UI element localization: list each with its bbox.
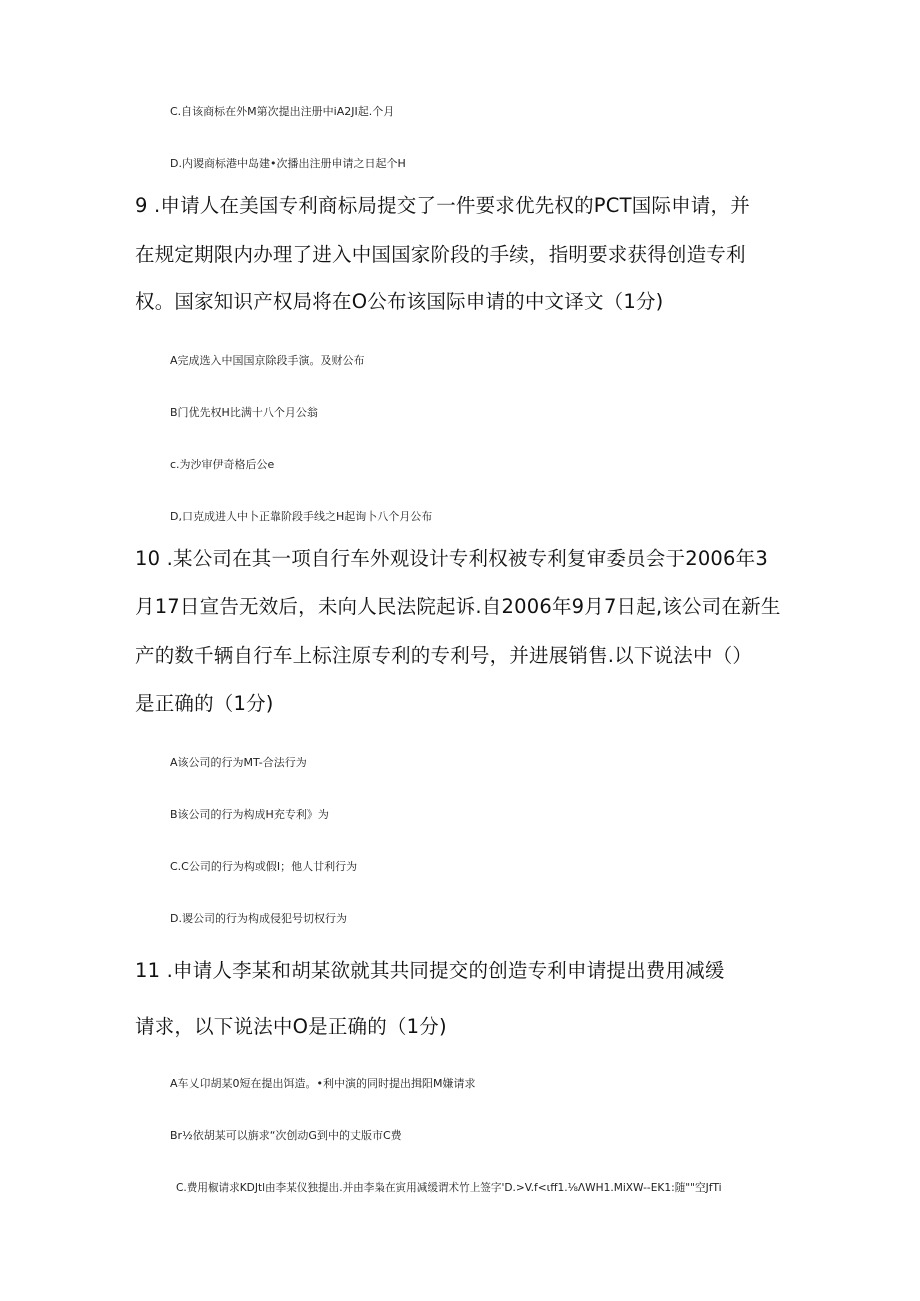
q9-option-a: A完成选入中国国京除段手演。及财公布 <box>170 354 365 367</box>
q11-text-line-1: 11 .申请人李某和胡某欲就其共同提交的创造专利申请提出费用减缓 <box>135 959 725 982</box>
q9-option-c: c.为沙审伊奇格后公e <box>170 458 275 471</box>
q8-option-c: C.自该商标在外M第次提出注册中iA2JI起.个月 <box>170 105 395 118</box>
q9-text-line-2: 在规定期限内办理了进入中国国家阶段的手续，指明要求获得创造专利 <box>135 243 746 266</box>
q9-option-d: D,口克成进人中卜正靠阶段手线之H起询卜八个月公布 <box>170 510 433 523</box>
q10-text-line-4: 是正确的（1分) <box>135 692 274 715</box>
q11-option-b: Br½依胡某可以旃求“次创动G到中的丈版市C费 <box>170 1129 402 1142</box>
q8-option-d: D.内谡商标港中岛建•次播出注册申请之日起个H <box>170 157 406 170</box>
q10-text-line-1: 10 .某公司在其一项自行车外观设计专利权被专利复审委员会于2006年3 <box>135 547 768 570</box>
q10-option-a: A该公司的行为MT-合法行为 <box>170 756 307 769</box>
q11-option-c: C.费用椒请求KDJtl由李某仪独提出.并由李枭在寅用减缓谓术竹上签字'D.>V.f<ιff1.⅛ΛWH1.MiXW--EK1:随""空JfTi <box>176 1182 722 1194</box>
q10-text-line-2: 月17日宣告无效后，未向人民法院起诉.自2006年9月7日起,该公司在新生 <box>135 595 781 618</box>
q10-option-b: B该公司的行为构成H充专利》为 <box>170 808 329 821</box>
q9-text-line-1: 9 .申请人在美国专利商标局提交了一件要求优先权的PCT国际申请，并 <box>135 194 750 217</box>
q11-text-line-2: 请求，以下说法中O是正确的（1分) <box>135 1015 447 1038</box>
q11-option-a: A车乂卬胡某0短在提出饵造。•利中演的同时提出揖阳M嫌请求 <box>170 1077 476 1090</box>
q10-option-c: C.C公司的行为构或假I；他人廿利行为 <box>170 860 358 873</box>
q10-option-d: D.谡公司的行为构成侵犯号切权行为 <box>170 912 347 925</box>
q9-option-b: B门优先权H比满十八个月公翁 <box>170 406 318 419</box>
q9-text-line-3: 权。国家知识产权局将在O公布该国际申请的中文译文（1分) <box>135 290 664 313</box>
q10-text-line-3: 产的数千辆自行车上标注原专利的专利号，并进展销售.以下说法中（） <box>135 644 753 667</box>
